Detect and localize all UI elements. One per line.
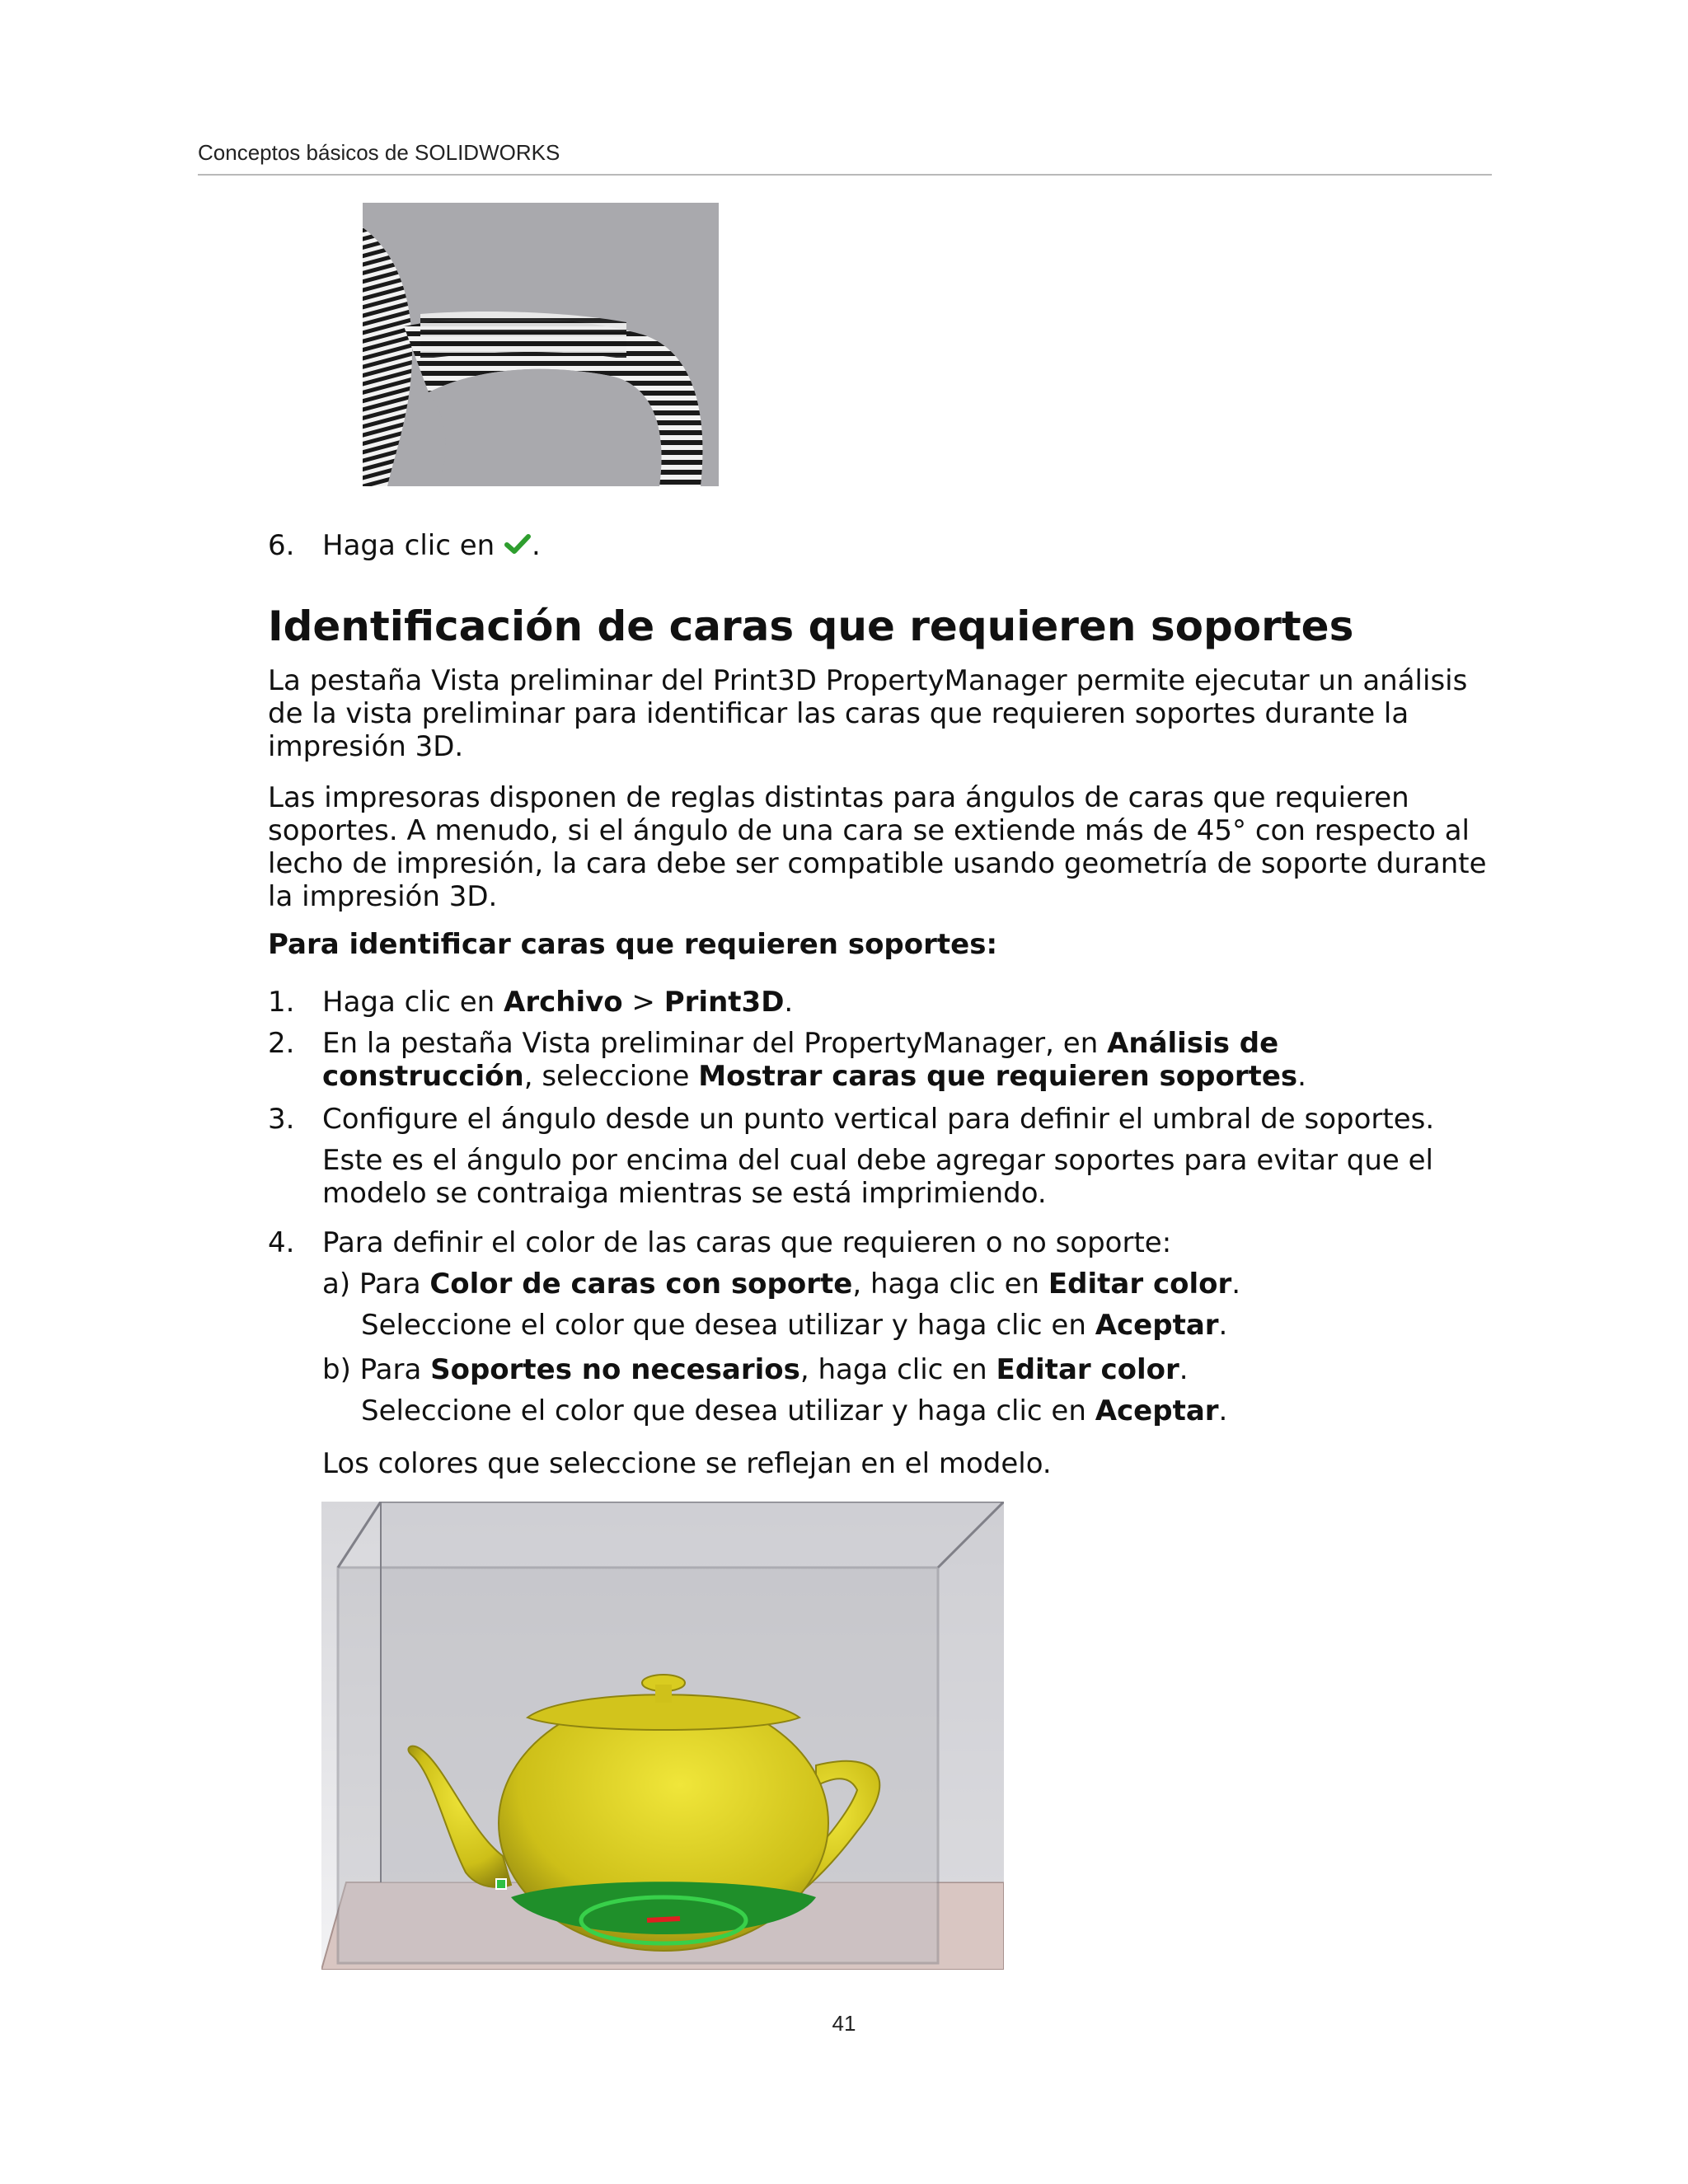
step-text: , seleccione xyxy=(523,1060,699,1093)
substep-b-note xyxy=(361,1394,1492,1427)
teapot-build-volume-figure xyxy=(321,1502,1004,1970)
section-title: Identificación de caras que requieren soportes xyxy=(268,602,1354,650)
step-text: En la pestaña Vista preliminar del PropertyManager, en xyxy=(322,1027,1108,1060)
option-mostrar-caras: Mostrar caras que requieren soportes xyxy=(698,1060,1298,1093)
step-3-note: Este es el ángulo por encima del cual debe agregar soportes para evitar que el modelo se contraiga mientras se está imprimiendo. xyxy=(322,1144,1433,1210)
step-number: 4. xyxy=(268,1226,295,1259)
substep-b xyxy=(322,1353,1492,1386)
step-period: . xyxy=(784,986,794,1019)
substep-a-note xyxy=(361,1309,1492,1342)
step-number: 1. xyxy=(268,986,295,1019)
option-soportes-no-necesarios: Soportes no necesarios xyxy=(430,1353,800,1386)
step-text: Haga clic en xyxy=(322,986,504,1019)
substep-text: a) Para xyxy=(322,1268,430,1301)
note-period: . xyxy=(1218,1394,1228,1427)
step-2 xyxy=(268,1027,1492,1093)
step-3 xyxy=(268,1103,1492,1136)
step-number: 2. xyxy=(268,1027,295,1060)
substep-text: b) Para xyxy=(322,1353,431,1386)
menu-archivo: Archivo xyxy=(504,986,623,1019)
substep-text: , haga clic en xyxy=(799,1353,996,1386)
step-text: Para definir el color de las caras que requieren o no soporte: xyxy=(322,1226,1172,1259)
substep-a xyxy=(322,1268,1492,1301)
page-header: Conceptos básicos de SOLIDWORKS xyxy=(198,140,1492,176)
page-number: 41 xyxy=(832,2011,856,2036)
checkmark-icon xyxy=(504,533,532,556)
step-period: . xyxy=(1297,1060,1306,1093)
aceptar-label: Aceptar xyxy=(1095,1394,1219,1427)
step-1 xyxy=(268,986,1492,1019)
procedure-title: Para identificar caras que requieren soportes: xyxy=(268,928,998,961)
zebra-stripes-figure xyxy=(363,203,719,486)
step-4 xyxy=(268,1226,1492,1259)
step-number: 6. xyxy=(268,529,295,562)
substep-period: . xyxy=(1179,1353,1189,1386)
note-period: . xyxy=(1218,1309,1228,1342)
aceptar-label: Aceptar xyxy=(1095,1309,1219,1342)
paragraph-1: La pestaña Vista preliminar del Print3D PropertyManager permite ejecutar un análisis de la vista preliminar para identificar las caras que requieren soportes durante la impresión 3D. xyxy=(268,664,1468,763)
editar-color-label: Editar color xyxy=(996,1353,1179,1386)
substep-period: . xyxy=(1231,1268,1241,1301)
step-6 xyxy=(268,529,1492,562)
option-color-caras: Color de caras con soporte xyxy=(429,1268,853,1301)
note-text: Seleccione el color que desea utilizar y haga clic en xyxy=(361,1394,1095,1427)
menu-print3d: Print3D xyxy=(663,986,785,1019)
step-number: 3. xyxy=(268,1103,295,1136)
editar-color-label: Editar color xyxy=(1048,1268,1232,1301)
step-text: Configure el ángulo desde un punto vertical para definir el umbral de soportes. xyxy=(322,1103,1435,1136)
step-period: . xyxy=(532,529,541,562)
note-text: Seleccione el color que desea utilizar y haga clic en xyxy=(361,1309,1095,1342)
step-text: Haga clic en xyxy=(322,529,495,562)
paragraph-2: Las impresoras disponen de reglas distintas para ángulos de caras que requieren soportes. A menudo, si el ángulo de una cara se extiende más de 45° con respecto al lecho de impresión, la cara debe ser compatible usando geometría de soporte durante la impresión 3D. xyxy=(268,781,1487,913)
separator: > xyxy=(622,986,664,1019)
closing-text: Los colores que seleccione se reflejan en el modelo. xyxy=(322,1447,1052,1480)
option-analisis: Análisis de construcción xyxy=(322,1027,1279,1093)
substep-text: , haga clic en xyxy=(852,1268,1048,1301)
